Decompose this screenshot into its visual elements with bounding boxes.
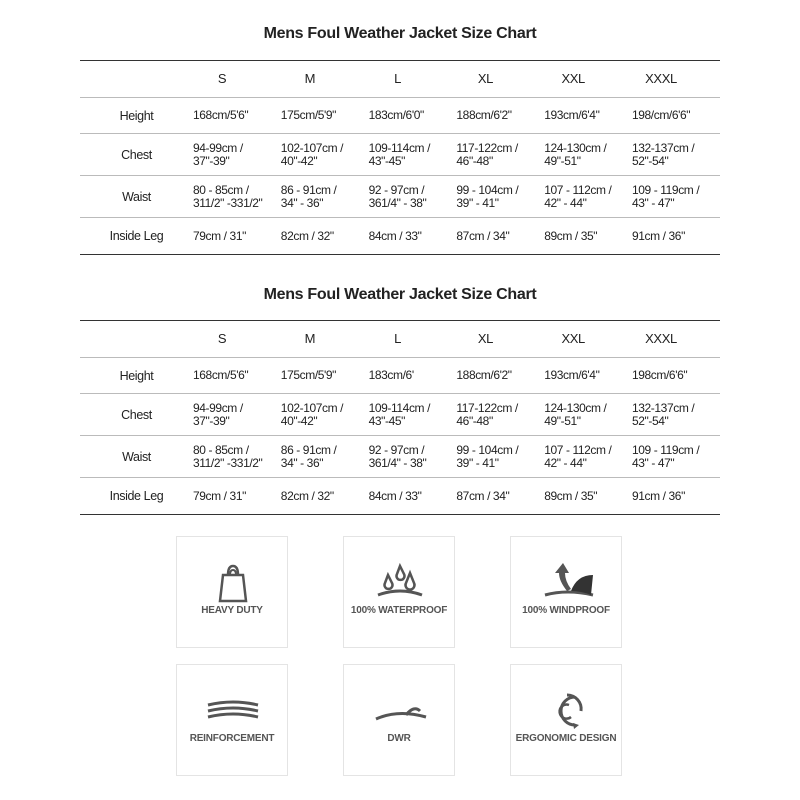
table-cell: 168cm/5'6" [193, 108, 249, 122]
table-cell: 80 - 85cm / 311/2" -331/2" [193, 182, 263, 210]
row-label: Inside Leg [109, 229, 164, 243]
table-cell: 109-114cm / 43"-45" [368, 140, 431, 168]
table-cell: 91cm / 36" [631, 488, 685, 503]
chart-title: Mens Foul Weather Jacket Size Chart [263, 25, 537, 42]
table-cell: 193cm/6'4" [544, 108, 600, 122]
table-cell: 82cm / 32" [280, 228, 334, 243]
table-cell: 107 - 112cm / 42" - 44" [544, 442, 612, 470]
wind-arrow-icon [537, 561, 597, 605]
table-cell: 94-99cm / 37"-39" [193, 140, 243, 168]
chart-title: Mens Foul Weather Jacket Size Chart [263, 286, 537, 303]
size-header: S [217, 71, 227, 86]
row-label: Chest [121, 147, 152, 162]
table-cell: 109 - 119cm / 43" - 47" [631, 442, 700, 470]
row-label: Chest [121, 407, 152, 422]
wave-icon [370, 689, 430, 733]
feature-label: HEAVY DUTY [201, 605, 263, 616]
table-cell: 124-130cm / 49"-51" [544, 140, 607, 168]
size-table [80, 60, 720, 255]
feature-tile [510, 536, 622, 648]
row-label: Height [119, 368, 154, 383]
table-cell: 86 - 91cm / 34" - 36" [280, 442, 337, 470]
feature-tile [510, 664, 622, 776]
bag-icon [203, 561, 263, 605]
table-cell: 84cm / 33" [368, 488, 422, 503]
feature-tile [343, 536, 455, 648]
row-label: Height [119, 108, 154, 123]
table-cell: 107 - 112cm / 42" - 44" [544, 182, 612, 210]
table-cell: 86 - 91cm / 34" - 36" [280, 182, 337, 210]
table-cell: 102-107cm / 40"-42" [280, 400, 344, 428]
table-cell: 175cm/5'9" [280, 368, 337, 382]
table-cell: 117-122cm / 46"-48" [456, 140, 518, 168]
table-row [80, 176, 720, 218]
feature-label: REINFORCEMENT [189, 733, 275, 744]
table-cell: 168cm/5'6" [193, 368, 249, 382]
table-cell: 175cm/5'9" [280, 108, 337, 122]
table-cell: 132-137cm / 52"-54" [631, 140, 695, 168]
size-header: XXXL [645, 71, 677, 86]
table-cell: 188cm/6'2" [456, 108, 512, 122]
size-header: XXXL [645, 331, 677, 346]
table-cell: 82cm / 32" [280, 488, 334, 503]
table-cell: 102-107cm / 40"-42" [280, 140, 344, 168]
row-label: Waist [122, 189, 151, 204]
feature-tile [176, 664, 288, 776]
table-cell: 183cm/6' [368, 368, 414, 382]
table-cell: 188cm/6'2" [456, 368, 512, 382]
table-cell: 99 - 104cm / 39" - 41" [456, 442, 519, 470]
header-row [80, 61, 720, 98]
rotate-icon [537, 689, 597, 733]
size-header: XL [477, 71, 493, 86]
table-cell: 109 - 119cm / 43" - 47" [631, 182, 700, 210]
table-cell: 79cm / 31" [193, 228, 246, 243]
table-cell: 198cm/6'6" [631, 368, 688, 382]
table-cell: 92 - 97cm / 361/4" - 38" [368, 182, 427, 210]
size-header: XXL [561, 71, 585, 86]
table-cell: 99 - 104cm / 39" - 41" [456, 182, 519, 210]
feature-label: DWR [387, 733, 411, 744]
table-cell: 87cm / 34" [456, 488, 510, 503]
size-header: S [217, 331, 227, 346]
table-cell: 193cm/6'4" [544, 368, 600, 382]
table-cell: 124-130cm / 49"-51" [544, 400, 607, 428]
table-cell: 87cm / 34" [456, 228, 510, 243]
feature-tile [176, 536, 288, 648]
size-header: L [394, 71, 402, 86]
table-cell: 80 - 85cm / 311/2" -331/2" [193, 442, 263, 470]
header-row [80, 321, 720, 358]
layers-icon [203, 689, 263, 733]
water-drops-icon [370, 561, 430, 605]
table-row [80, 478, 720, 514]
feature-tile [343, 664, 455, 776]
feature-label: 100% WINDPROOF [522, 605, 610, 616]
table-cell: 84cm / 33" [368, 228, 422, 243]
table-cell: 89cm / 35" [544, 228, 598, 243]
row-label: Waist [122, 449, 151, 464]
size-table [80, 320, 720, 515]
table-cell: 89cm / 35" [544, 488, 598, 503]
table-cell: 132-137cm / 52"-54" [631, 400, 695, 428]
table-row [80, 436, 720, 478]
table-row [80, 218, 720, 254]
size-header: XL [477, 331, 493, 346]
feature-label: 100% WATERPROOF [350, 605, 448, 616]
table-cell: 79cm / 31" [193, 488, 246, 503]
table-row [80, 358, 720, 394]
table-cell: 109-114cm / 43"-45" [368, 400, 431, 428]
table-cell: 94-99cm / 37"-39" [193, 400, 243, 428]
feature-label: ERGONOMIC DESIGN [515, 733, 617, 744]
table-cell: 91cm / 36" [631, 228, 685, 243]
table-cell: 92 - 97cm / 361/4" - 38" [368, 442, 427, 470]
row-label: Inside Leg [109, 489, 164, 503]
table-cell: 183cm/6'0" [368, 108, 424, 122]
size-header: M [304, 71, 316, 86]
size-header: L [394, 331, 402, 346]
table-row [80, 98, 720, 134]
table-cell: 198/cm/6'6" [631, 108, 691, 122]
table-row [80, 394, 720, 436]
table-cell: 117-122cm / 46"-48" [456, 400, 518, 428]
table-row [80, 134, 720, 176]
size-header: XXL [561, 331, 585, 346]
size-header: M [304, 331, 316, 346]
